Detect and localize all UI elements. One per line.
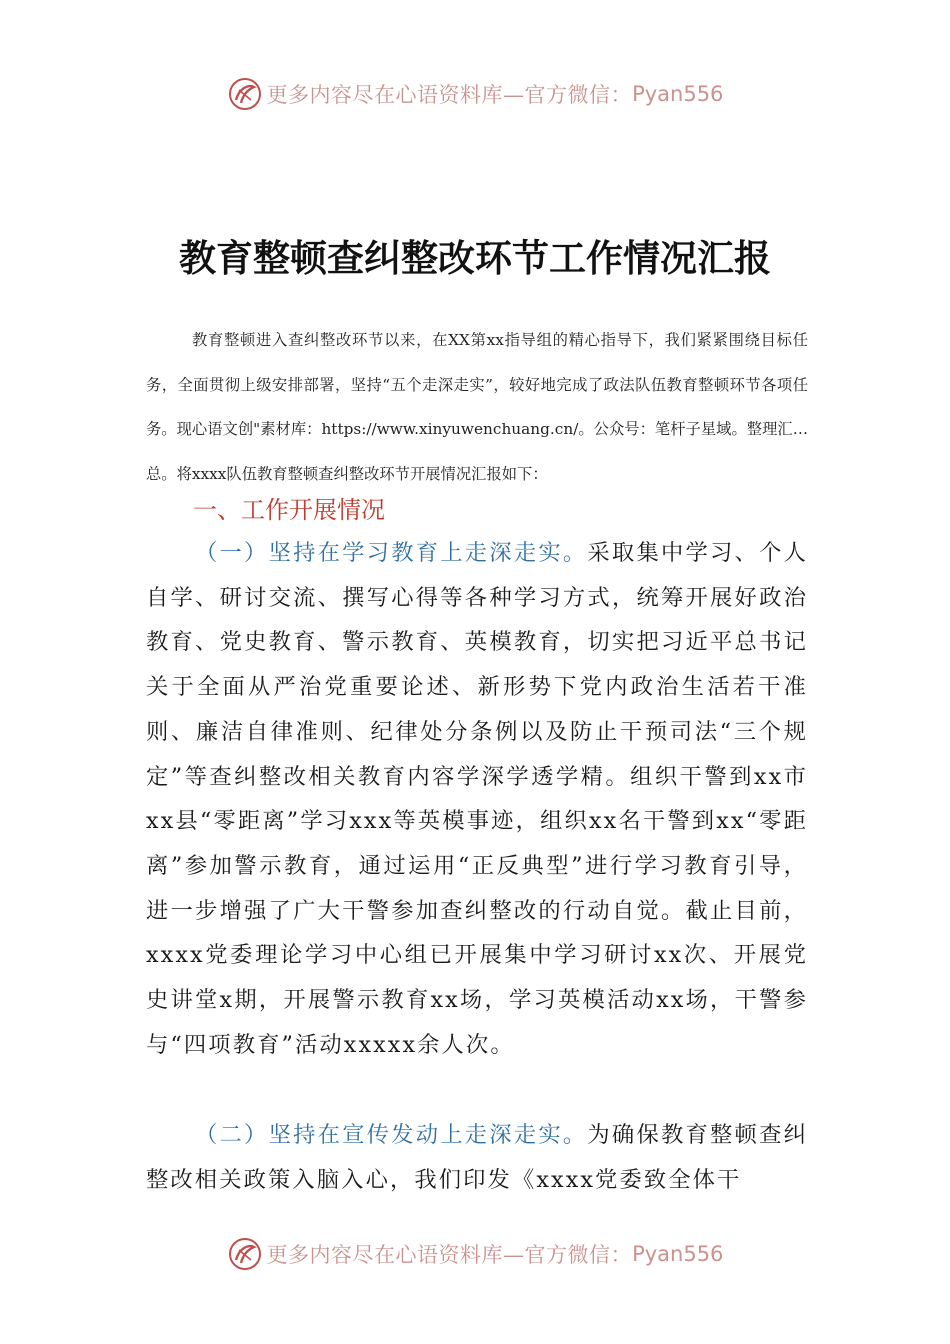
paragraph-2 xyxy=(146,1113,808,1202)
intro-paragraph: 教育整顿进入查纠整改环节以来，在XX第xx指导组的精心指导下，我们紧紧围绕目标任务，全面贯彻上级安排部署，坚持“五个走深走实”，较好地完成了政法队伍教育整顿环节各项任务。现心语文创"素材库：https://www.xinyuwenchuang.cn/。公众号：笔杆子星域。整理汇…总。将xxxx队伍教育整顿查纠整改环节开展情况汇报如下： xyxy=(146,331,808,483)
banner-text: 更多内容尽在心语资料库—官方微信： xyxy=(266,1243,633,1267)
paragraph-2-heading: （二）坚持在宣传发动上走深走实。 xyxy=(195,1122,588,1148)
footer-banner xyxy=(0,1232,950,1276)
paragraph-1 xyxy=(146,531,808,1067)
brand-logo-icon xyxy=(227,76,263,112)
paragraph-1-heading: （一）坚持在学习教育上走深走实。 xyxy=(195,540,588,566)
banner-text: 更多内容尽在心语资料库—官方微信： xyxy=(266,83,633,107)
paragraph-1-body: 采取集中学习、个人自学、研讨交流、撰写心得等各种学习方式，统筹开展好政治教育、党史教育、警示教育、英模教育，切实把习近平总书记关于全面从严治党重要论述、新形势下党内政治生活若干准则、廉洁自律准则、纪律处分条例以及防止干预司法“三个规定”等查纠整改相关教育内容学深学透学精。组织干警到xx市xx县“零距离”学习xxx等英模事迹，组织xx名干警到xx“零距离”参加警示教育，通过运用“正反典型”进行学习教育引导，进一步增强了广大干警参加查纠整改的行动自觉。截止目前，xxxx党委理论学习中心组已开展集中学习研讨xx次、开展党史讲堂x期，开展警示教育xx场，学习英模活动xx场，干警参与“四项教育”活动xxxxx余人次。 xyxy=(146,540,808,1058)
header-banner xyxy=(0,72,950,116)
banner-wechat-id: Pyan556 xyxy=(632,1242,724,1266)
brand-logo-icon xyxy=(227,1236,263,1272)
banner-wechat-id: Pyan556 xyxy=(632,82,724,106)
paragraph-2-body: 为确保教育整顿查纠整改相关政策入脑入心，我们印发《xxxx党委致全体干 xyxy=(146,1122,808,1193)
section-heading-1: 一、工作开展情况 xyxy=(193,496,385,524)
document-title: 教育整顿查纠整改环节工作情况汇报 xyxy=(179,236,771,280)
